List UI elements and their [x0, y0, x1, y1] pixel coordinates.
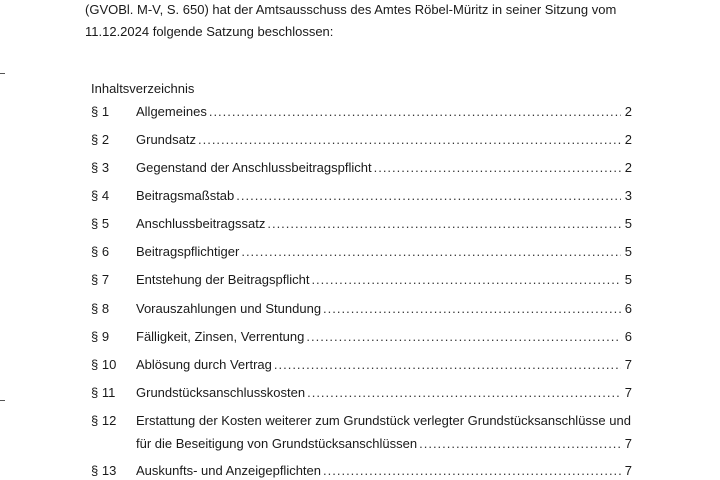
toc-leader-dots: [267, 216, 621, 232]
toc-entry-page: 7: [624, 385, 632, 400]
toc-entry-page: 5: [624, 244, 632, 259]
toc-entry-2[interactable]: [91, 132, 632, 148]
toc-entry-9[interactable]: [91, 329, 632, 345]
toc-entry-10[interactable]: [91, 357, 632, 373]
toc-entry-page: 5: [624, 272, 632, 287]
toc-entry-title: Grundsatz: [136, 132, 196, 147]
toc-entry-1[interactable]: [91, 104, 632, 120]
toc-entry-page: 2: [624, 104, 632, 119]
toc-heading: Inhaltsverzeichnis: [91, 81, 195, 96]
toc-entry-number: § 4: [91, 188, 110, 203]
toc-entry-title: Anschlussbeitragssatz: [136, 216, 266, 231]
toc-leader-dots: [209, 104, 621, 120]
toc-entry-6[interactable]: [91, 244, 632, 260]
toc-entry-page: 6: [624, 329, 632, 344]
toc-entry-page: 2: [624, 132, 632, 147]
toc-entry-5[interactable]: [91, 216, 632, 232]
toc-entry-page: 7: [624, 357, 632, 372]
toc-entry-title: Entstehung der Beitragspflicht: [136, 272, 310, 287]
toc-entry-4[interactable]: [91, 188, 632, 204]
toc-entry-8[interactable]: [91, 301, 632, 317]
toc-leader-dots: [306, 329, 621, 345]
toc-entry-page: 7: [624, 463, 632, 478]
toc-entry-title: Beitragsmaßstab: [136, 188, 235, 203]
toc-entry-page: 3: [624, 188, 632, 203]
intro-line-2: 11.12.2024 folgende Satzung beschlossen:: [85, 24, 334, 39]
toc-entry-number: § 13: [91, 463, 117, 478]
toc-leader-dots: [374, 160, 621, 176]
toc-entry-number: § 10: [91, 357, 117, 372]
toc-entry-title: Grundstücksanschlusskosten: [136, 385, 306, 400]
toc-entry-title: Fälligkeit, Zinsen, Verrentung: [136, 329, 305, 344]
toc-leader-dots: [419, 436, 621, 452]
toc-entry-number: § 6: [91, 244, 110, 259]
toc-entry-page: 6: [624, 301, 632, 316]
toc-entry-number: § 2: [91, 132, 110, 147]
toc-leader-dots: [323, 463, 621, 479]
margin-mark: [0, 73, 5, 74]
toc-entry-number: § 3: [91, 160, 110, 175]
toc-entry-number: § 1: [91, 104, 110, 119]
toc-leader-dots: [198, 132, 621, 148]
toc-entry-11[interactable]: [91, 385, 632, 401]
toc-entry-number: § 8: [91, 301, 110, 316]
toc-entry-number: § 11: [91, 385, 116, 400]
toc-entry-title: Vorauszahlungen und Stundung: [136, 301, 322, 316]
toc-leader-dots: [323, 301, 621, 317]
toc-entry-number: § 9: [91, 329, 110, 344]
toc-entry-title: für die Beseitigung von Grundstücksanschlüssen: [136, 436, 418, 451]
toc-leader-dots: [274, 357, 621, 373]
toc-entry-7[interactable]: [91, 272, 632, 288]
toc-entry-title-line-1: Erstattung der Kosten weiterer zum Grundstück verlegter Grundstücksanschlüsse und: [136, 413, 631, 428]
toc-entry-12-continued[interactable]: [91, 436, 632, 452]
toc-entry-title: Allgemeines: [136, 104, 207, 119]
toc-entry-page: 2: [624, 160, 632, 175]
toc-entry-3[interactable]: [91, 160, 632, 176]
toc-entry-number: § 7: [91, 272, 110, 287]
toc-entry-12[interactable]: [91, 413, 632, 429]
toc-entry-title: Auskunfts- und Anzeigepflichten: [136, 463, 322, 478]
intro-line-1: (GVOBl. M-V, S. 650) hat der Amtsausschuss des Amtes Röbel-Müritz in seiner Sitzung vom: [85, 2, 617, 17]
toc-leader-dots: [311, 272, 621, 288]
margin-mark: [0, 400, 5, 401]
toc-entry-page: 5: [624, 216, 632, 231]
toc-entry-number: § 12: [91, 413, 117, 428]
toc-entry-page: 7: [624, 436, 632, 451]
toc-leader-dots: [307, 385, 621, 401]
toc-entry-13[interactable]: [91, 463, 632, 479]
toc-entry-number: § 5: [91, 216, 110, 231]
toc-entry-title: Beitragspflichtiger: [136, 244, 240, 259]
toc-leader-dots: [241, 244, 621, 260]
toc-entry-title: Ablösung durch Vertrag: [136, 357, 272, 372]
toc-entry-title: Gegenstand der Anschlussbeitragspflicht: [136, 160, 372, 175]
toc-leader-dots: [236, 188, 621, 204]
